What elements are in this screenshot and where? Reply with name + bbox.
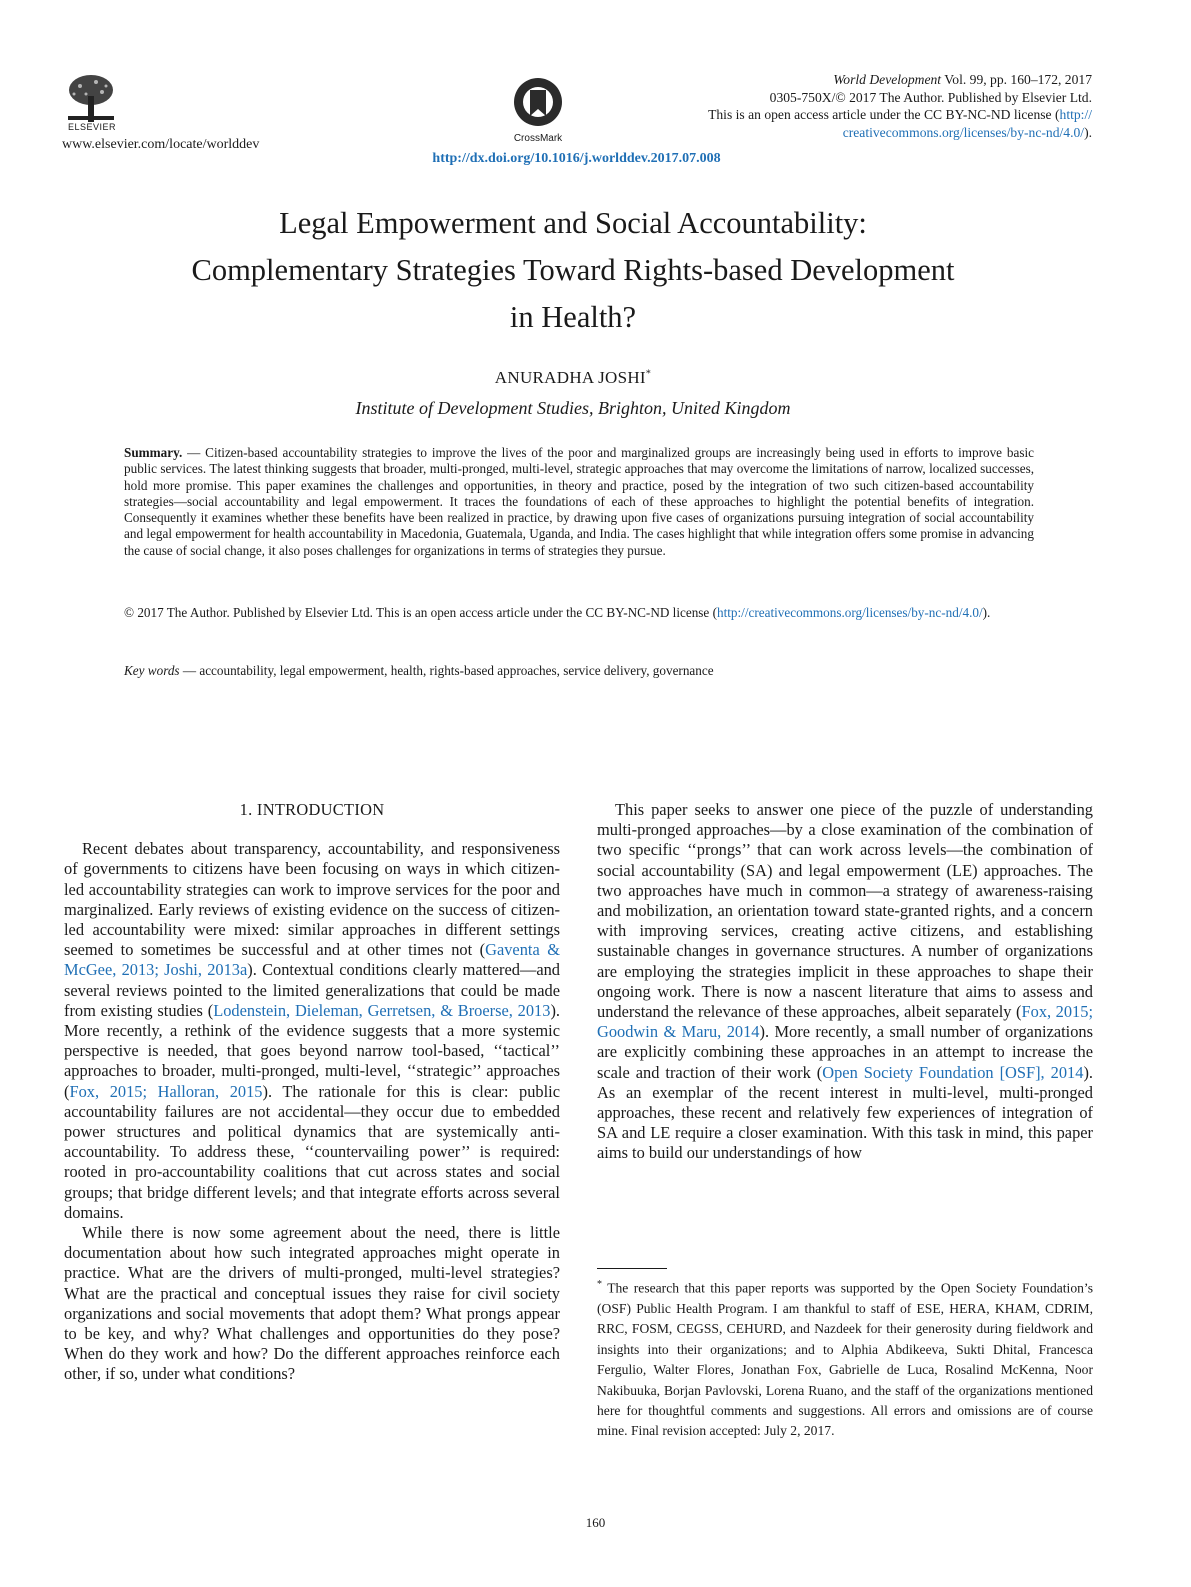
p3-text-a: This paper seeks to answer one piece of the puzzle of understanding multi-pronged approaches—by a close examination of the combination of two specific ‘‘prongs’’ that can work across levels—the combination of social accountability (SA) and legal empowerment (LE) approaches. The two approaches have much in common—a strategy of awareness-raising and mobilization, an orientation toward state-granted rights, and a concern with improving services, creating active citizens, and establishing sustainable changes in governance structures. A number of organizations are employing the strategies implicit in these approaches to shape their ongoing work. There is now a nascent literature that aims to assess and understand the relevance of these approaches, albeit separately ( [597, 800, 1093, 1022]
page-number: 160 [585, 1515, 606, 1530]
keywords-list: — accountability, legal empowerment, health, rights-based approaches, service delivery, governance [179, 663, 714, 678]
p1-text-d: ). The rationale for this is clear: public accountability failures are not accidental—they occur due to embedded power structures and political dynamics that are systemically anti-accountability. To address these, ‘‘countervailing power’’ is required: rooted in pro-accountability coalitions that cut across states and social groups; that bridge different levels; and that integrate efforts across several domains. [64, 1081, 560, 1222]
crossmark-label: CrossMark [513, 133, 563, 144]
intro-paragraph-1 [64, 839, 560, 1223]
title-line-3: in Health? [509, 300, 637, 334]
license-prefix: This is an open access article under the CC BY-NC-ND license ( [708, 107, 1060, 122]
intro-paragraph-2: While there is now some agreement about the need, there is little documentation about how such integrated approaches might operate in practice. What are the drivers of multi-pronged, multi-level strategies? What are the practical and conceptual issues they raise for civil society organizations and social movements that adopt them? What prongs appear to be key, and why? What challenges and opportunities do they pose? When do they work and how? Do the different approaches reinforce each other, if so, under what conditions? [64, 1223, 560, 1384]
citation-fox-goodwin[interactable]: Fox, 2015; Goodwin & Maru, 2014 [597, 1002, 1093, 1042]
left-column [64, 800, 560, 1385]
license-suffix: ). [1084, 124, 1092, 140]
affiliation: Institute of Development Studies, Brighton, United Kingdom [355, 398, 791, 418]
license-link-part1[interactable]: http:// [1059, 107, 1092, 122]
author [60, 368, 1086, 388]
footnote [597, 1275, 1093, 1442]
doi-link[interactable]: http://dx.doi.org/10.1016/j.worlddev.2017.07.008 [432, 151, 721, 166]
title-line-2: Complementary Strategies Toward Rights-based Development [191, 253, 955, 287]
keywords [124, 663, 1034, 679]
p1-text-a: Recent debates about transparency, accountability, and responsiveness of governments to citizens have been focusing on ways in which citizen-led accountability strategies can work to improve services for the poor and marginalized. Early reviews of existing evidence on the success of citizen-led accountability were mixed: similar approaches in different settings seemed to sometimes be successful and at other times not ( [64, 839, 560, 960]
p1-text-c: ). More recently, a rethink of the evidence suggests that a more systemic perspective is needed, that goes beyond narrow tool-based, ‘‘tactical’’ approaches to broader, multi-pronged, multi-level, ‘‘strategic’’ approaches ( [64, 1000, 560, 1101]
footnote-text: The research that this paper reports was supported by the Open Society Foundation’s (OSF) Public Health Program. I am thankful to staff of ESE, HERA, KHAM, CDRIM, RRC, FOSM, CEGSS, CEHURD, and Nazdeek for their generosity during fieldwork and insights into their organizations; and to Alphia Abdikeeva, Sukti Dhital, Francesca Fergulio, Walter Flores, Jonathan Fox, Gabrielle de Luca, Rosalind McKenna, Noor Nakibuuka, Borjan Pavlovski, Lorena Ruano, and the staff of the organizations mentioned here for thoughtful comments and suggestions. All errors and omissions are of course mine. Final revision accepted: July 2, 2017. [597, 1280, 1093, 1439]
license-link-part2[interactable]: creativecommons.org/licenses/by-nc-nd/4.0/ [842, 124, 1085, 140]
summary-label: Summary. [124, 445, 183, 460]
journal-url[interactable]: www.elsevier.com/locate/worlddev [62, 137, 260, 152]
publication-info [708, 71, 1092, 141]
p1-text-b: ). Contextual conditions clearly mattered—and several reviews pointed to the limited generalizations that could be made from existing studies ( [64, 960, 560, 1020]
elsevier-logo-text: ELSEVIER [67, 122, 117, 132]
article-title [60, 200, 1086, 341]
footnote-mark: * [597, 1279, 602, 1290]
license-line-2 [708, 124, 1092, 142]
crossmark-icon [512, 76, 564, 128]
keywords-label: Key words [124, 663, 180, 678]
citation-osf[interactable]: Open Society Foundation [OSF], 2014 [822, 1062, 1084, 1082]
section-heading: 1. INTRODUCTION [239, 800, 385, 819]
p3-text-c: ). As an exemplar of the recent interest in multi-level, multi-pronged approaches, these recent and relatively few experiences of integration of SA and LE require a closer examination. With this task in mind, this paper aims to build our understandings of how [597, 1062, 1093, 1163]
right-column [597, 800, 1093, 1164]
summary-text: — Citizen-based accountability strategies to improve the lives of the poor and marginalized groups are increasingly being used in efforts to improve basic public services. The latest thinking suggests that broader, multi-pronged, multi-level, strategic approaches that may overcome the limitations of narrow, localized successes, hold more promise. This paper examines the challenges and opportunities, in theory and practice, posed by the integration of two such citizen-based accountability strategies—social accountability and legal empowerment. It traces the foundations of each of these approaches to highlight the potential benefits of integration. Consequently it examines whether these benefits have been realized in practice, by drawing upon five cases of organizations pursuing integration of social accountability and legal empowerment for health accountability in Macedonia, Guatemala, Uganda, and India. The cases highlight that while integration offers some promise in advancing the cause of social change, it also poses challenges for organizations in terms of strategies they pursue. [124, 445, 1034, 558]
citation-lodenstein[interactable]: Lodenstein, Dieleman, Gerretsen, & Broerse, 2013 [213, 1000, 551, 1020]
summary [124, 445, 1034, 559]
journal-citation-line [708, 71, 1092, 89]
p3-text-b: ). More recently, a small number of organizations are explicitly combining these approaches in an attempt to increase the scale and traction of their work ( [597, 1022, 1093, 1082]
doi-link-row [0, 151, 1153, 167]
copyright-notice [124, 605, 1034, 621]
copyright-end: ). [982, 605, 991, 620]
author-footnote-mark[interactable]: * [645, 368, 652, 380]
license-line [708, 106, 1092, 124]
crossmark-badge[interactable] [510, 76, 566, 144]
citation-gaventa-joshi[interactable]: Gaventa & McGee, 2013; Joshi, 2013a [64, 940, 560, 980]
intro-paragraph-3 [597, 800, 1093, 1164]
title-line-1: Legal Empowerment and Social Accountability: [279, 206, 867, 240]
issn-line: 0305-750X/© 2017 The Author. Published by Elsevier Ltd. [769, 89, 1092, 105]
copyright-text: © 2017 The Author. Published by Elsevier Ltd. This is an open access article under the CC BY-NC-ND license ( [124, 605, 717, 620]
citation-fox-halloran[interactable]: Fox, 2015; Halloran, 2015 [69, 1081, 263, 1101]
author-name: ANURADHA JOSHI [494, 368, 646, 387]
journal-name: World Development [833, 72, 942, 87]
volume-pages: Vol. 99, pp. 160–172, 2017 [941, 72, 1092, 87]
copyright-license-link[interactable]: http://creativecommons.org/licenses/by-nc-nd/4.0/ [716, 605, 983, 620]
footnote-divider [597, 1268, 667, 1269]
